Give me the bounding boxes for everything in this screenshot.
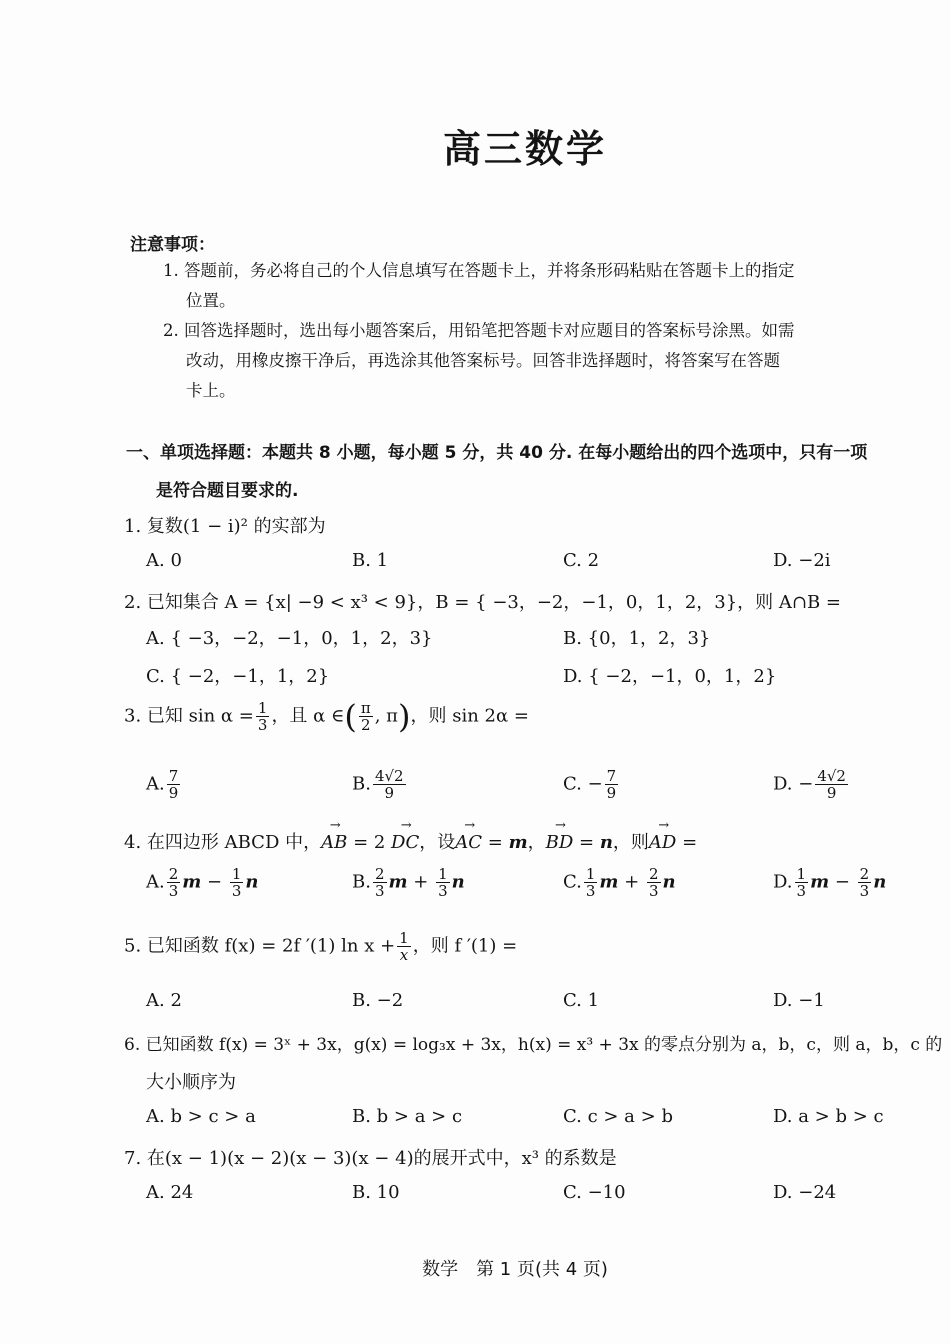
- fraction-one-third: $\frac{1}{3}$: [257, 699, 268, 734]
- q7-option-c: C. −10: [563, 1182, 626, 1203]
- notes-heading: 注意事项：: [130, 235, 215, 255]
- note-line-1: 1. 答题前，务必将自己的个人信息填写在答题卡上，并将条形码粘贴在答题卡上的指定: [163, 261, 795, 280]
- q1-option-d: D. −2i: [773, 550, 831, 571]
- q3-option-b: B. $\frac{4√2}{9}$: [352, 767, 404, 802]
- q6-option-a: A. b > c > a: [146, 1106, 256, 1127]
- section-heading-line-2: 是符合题目要求的.: [156, 481, 299, 501]
- q6-stem-line-1: 6. 已知函数 f(x) = 3ˣ + 3x，g(x) = log₃x + 3x，h(x) = x³ + 3x 的零点分别为 a，b，c，则 a，b，c 的: [124, 1035, 943, 1055]
- q1-option-b: B. 1: [352, 550, 389, 571]
- q1-option-c: C. 2: [563, 550, 600, 571]
- q3-option-d: D. − $\frac{4√2}{9}$: [773, 767, 846, 802]
- q5-option-c: C. 1: [563, 990, 600, 1011]
- q2-option-b: B. {0，1，2，3}: [563, 628, 711, 649]
- note-line-3: 2. 回答选择题时，选出每小题答案后，用铅笔把答题卡对应题目的答案标号涂黑。如需: [163, 321, 795, 340]
- q7-option-b: B. 10: [352, 1182, 400, 1203]
- q4-option-c: C. $\frac{1}{3}$ m + $\frac{2}{3}$ n: [563, 865, 676, 900]
- q2-stem: 2. 已知集合 A = {x| −9 < x³ < 9}，B = { −3，−2，−1，0，1，2，3}，则 A∩B =: [124, 592, 842, 613]
- q4-option-a: A. $\frac{2}{3}$ m − $\frac{1}{3}$ n: [146, 865, 259, 900]
- page-footer: 数学 第 1 页(共 4 页): [422, 1259, 608, 1280]
- q1-stem: 1. 复数(1 − i)² 的实部为: [124, 516, 326, 537]
- q5-option-a: A. 2: [146, 990, 182, 1011]
- q7-stem: 7. 在(x − 1)(x − 2)(x − 3)(x − 4)的展开式中，x³ 的系数是: [124, 1148, 617, 1169]
- q2-option-c: C. { −2，−1，1，2}: [146, 666, 330, 687]
- note-line-2: 位置。: [186, 291, 236, 310]
- note-line-4: 改动，用橡皮擦干净后，再选涂其他答案标号。回答非选择题时，将答案写在答题: [186, 351, 780, 370]
- q2-option-a: A. { −3，−2，−1，0，1，2，3}: [146, 628, 433, 649]
- q6-option-d: D. a > b > c: [773, 1106, 884, 1127]
- q3-option-c: C. − $\frac{7}{9}$: [563, 767, 617, 802]
- q4-stem: 4. 在四边形 ABCD 中，→ AB = 2 → DC，设→ AC = m，→ BD = n，则→ AD =: [124, 828, 697, 854]
- section-heading-line-1: 一、单项选择题：本题共 8 小题，每小题 5 分，共 40 分. 在每小题给出的四个选项中，只有一项: [126, 443, 868, 463]
- note-line-5: 卡上。: [186, 381, 236, 400]
- q3-option-a: A. $\frac{7}{9}$: [146, 767, 179, 802]
- q7-option-a: A. 24: [146, 1182, 194, 1203]
- q3-stem: 3. 已知 sin α = $\frac{1}{3}$ ，且 α ∈( $\frac{\pi}{2}$ , π)，则 sin 2α =: [124, 697, 529, 736]
- q4-option-d: D. $\frac{1}{3}$ m − $\frac{2}{3}$ n: [773, 865, 887, 900]
- q6-option-c: C. c > a > b: [563, 1106, 673, 1127]
- q2-option-d: D. { −2，−1，0，1，2}: [563, 666, 777, 687]
- q4-option-b: B. $\frac{2}{3}$ m + $\frac{1}{3}$ n: [352, 865, 465, 900]
- q6-option-b: B. b > a > c: [352, 1106, 463, 1127]
- fraction-one-over-x: $\frac{1}{x}$: [399, 929, 409, 964]
- q1-option-a: A. 0: [146, 550, 182, 571]
- q5-option-d: D. −1: [773, 990, 825, 1011]
- q7-option-d: D. −24: [773, 1182, 837, 1203]
- q6-stem-line-2: 大小顺序为: [146, 1072, 236, 1093]
- q5-option-b: B. −2: [352, 990, 404, 1011]
- q5-stem: 5. 已知函数 f(x) = 2f ′(1) ln x + $\frac{1}{x}$ ，则 f ′(1) =: [124, 929, 518, 964]
- page-title: 高三数学: [442, 127, 607, 171]
